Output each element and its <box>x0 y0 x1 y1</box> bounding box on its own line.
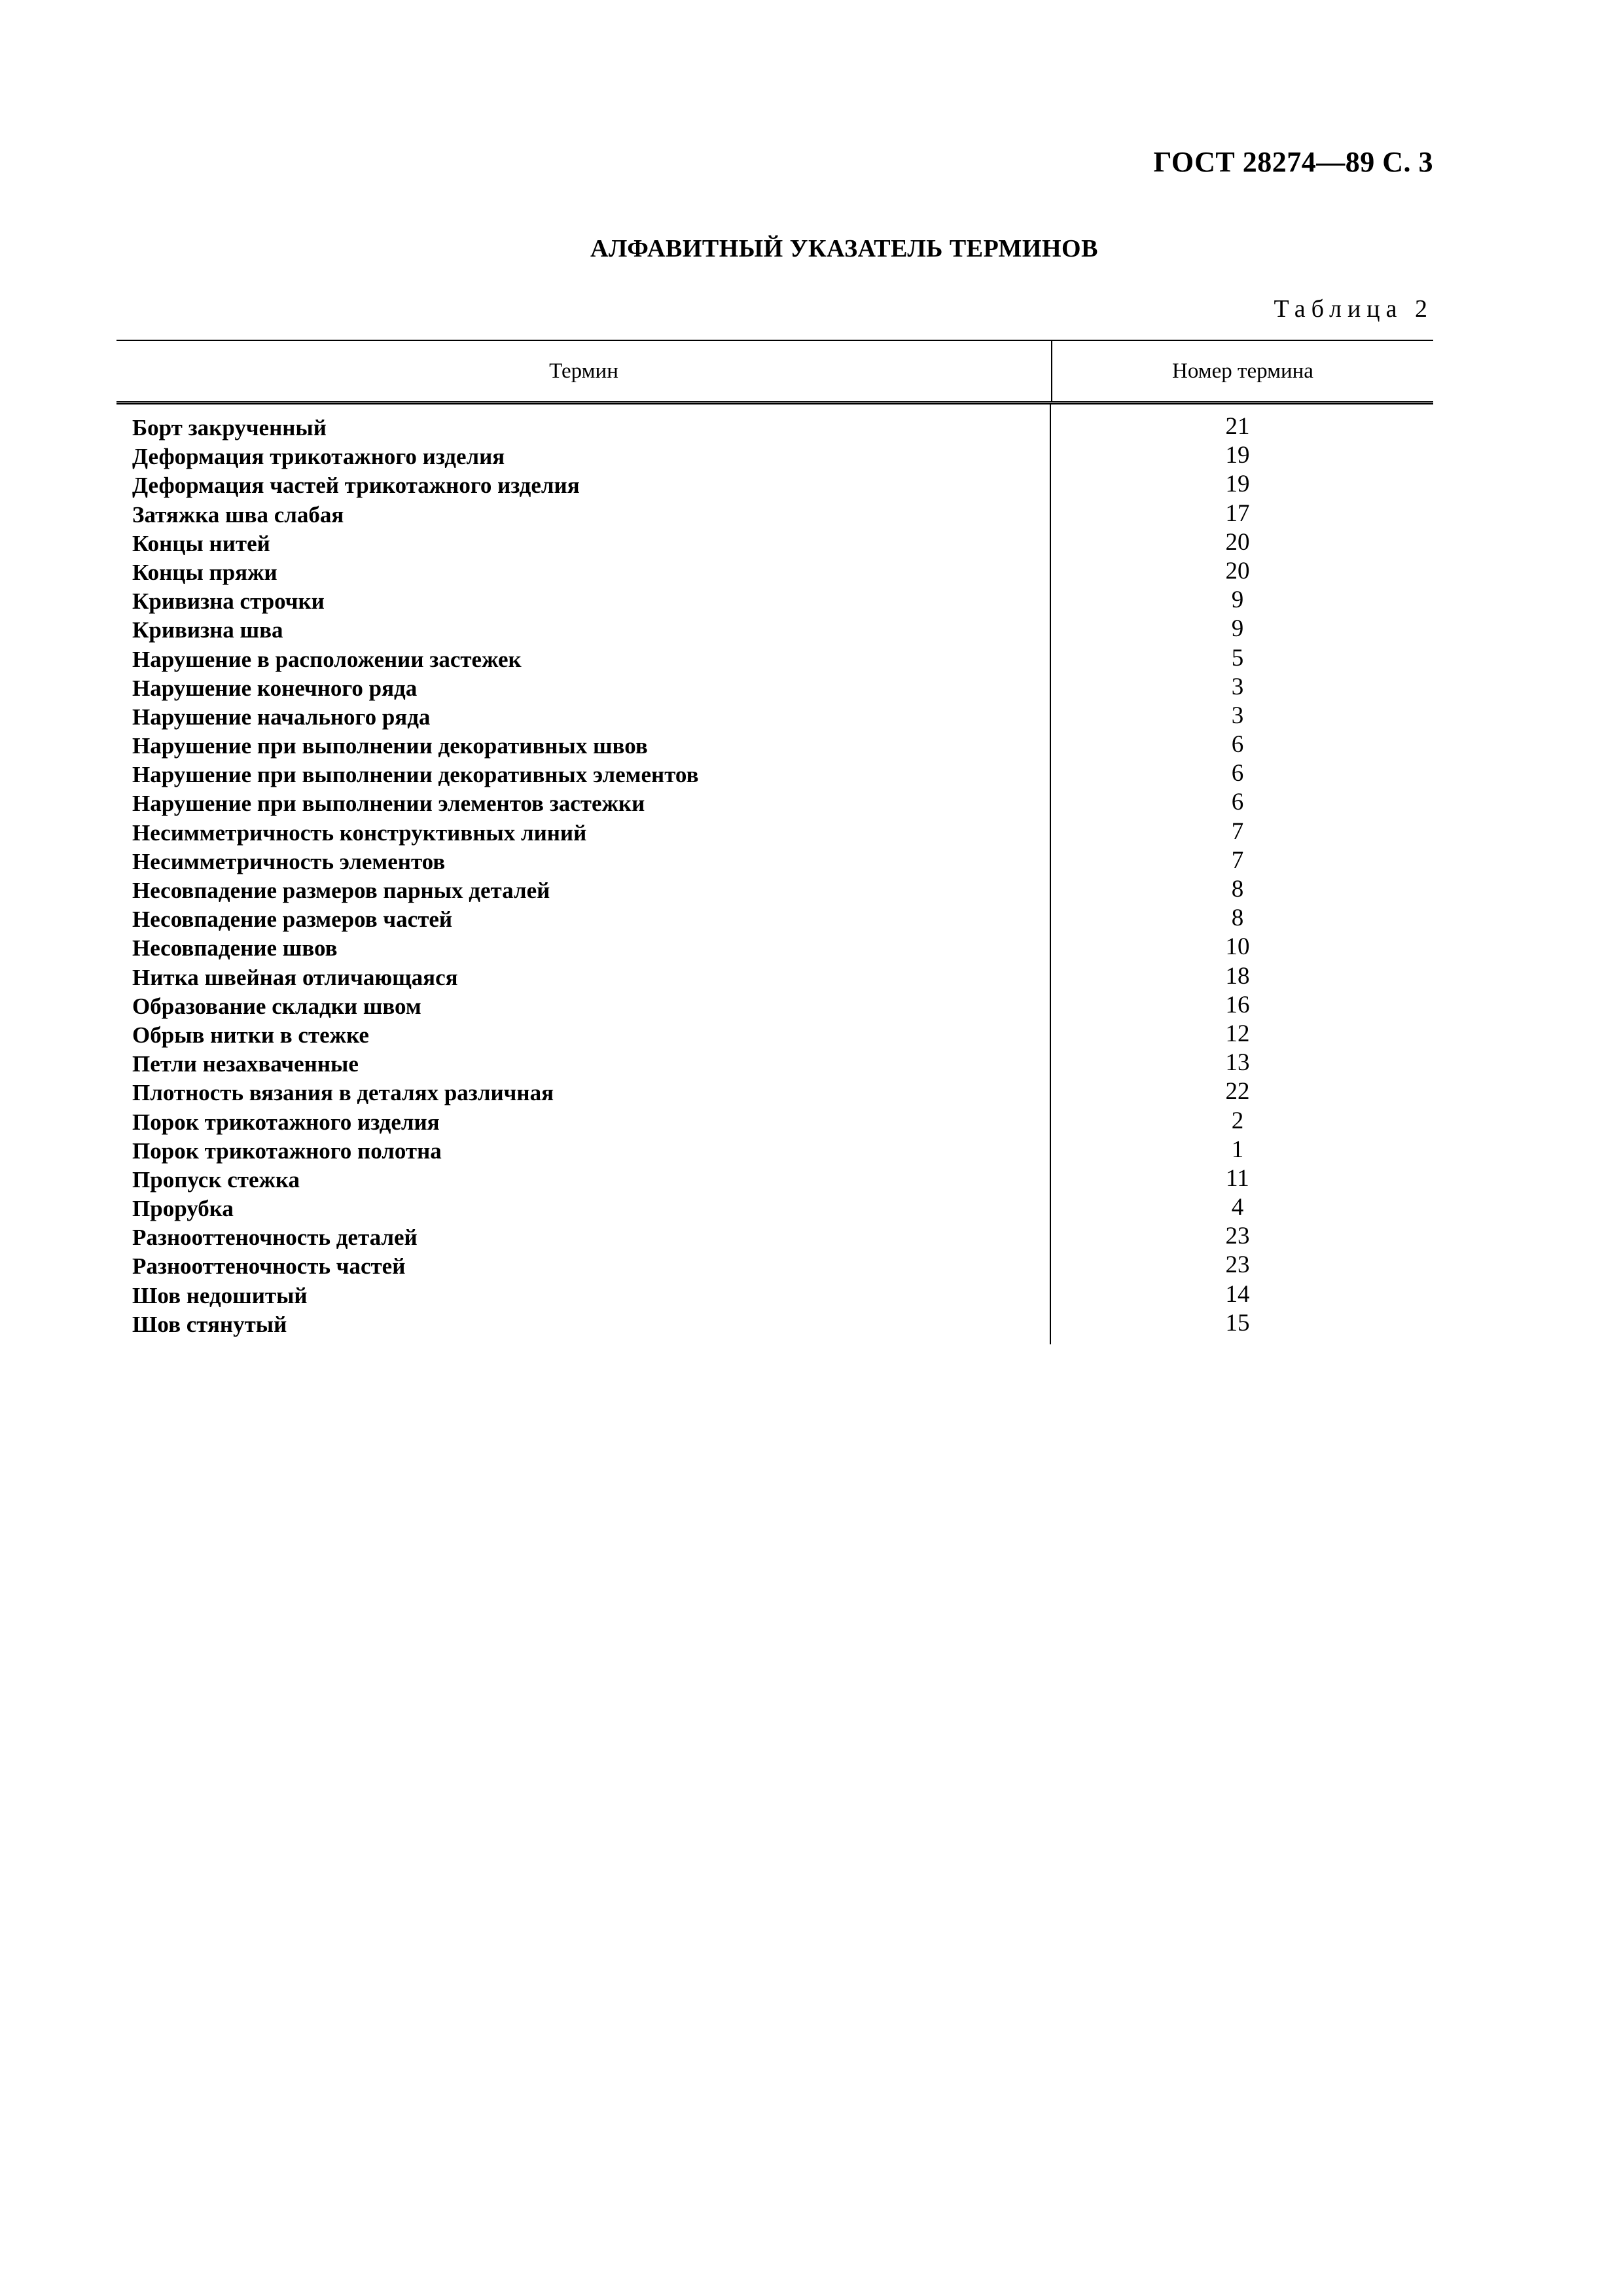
table-row-term: Пропуск стежка <box>132 1166 300 1193</box>
table-row-term: Порок трикотажного изделия <box>132 1109 440 1135</box>
table-row-number: 20 <box>1225 557 1250 584</box>
table-row-term: Прорубка <box>132 1196 234 1222</box>
table-row-term: Нарушение в расположении застежек <box>132 646 522 672</box>
table-row-term: Кривизна строчки <box>132 588 325 615</box>
table-row-number: 20 <box>1225 528 1250 556</box>
table-row-term: Несовпадение размеров парных деталей <box>132 878 550 903</box>
table-caption: Таблица 2 <box>1274 295 1433 323</box>
table-row-number: 1 <box>1231 1136 1244 1163</box>
table-row-number: 8 <box>1231 876 1244 903</box>
table-row-number: 23 <box>1225 1223 1250 1250</box>
table-row-number: 17 <box>1225 499 1250 527</box>
table-row-number: 8 <box>1231 905 1244 932</box>
table-row-number: 15 <box>1225 1309 1250 1336</box>
table-row-term: Разнооттеночность частей <box>132 1253 406 1280</box>
column-header-number: Номер термина <box>1172 359 1313 383</box>
table-row-number: 4 <box>1231 1194 1244 1221</box>
table-row-number: 9 <box>1231 586 1244 614</box>
table-row-term: Концы пряжи <box>132 559 277 585</box>
column-header-term: Термин <box>116 341 1052 401</box>
table-row-term: Нарушение при выполнении декоративных элементов <box>132 762 699 788</box>
table-row-number: 22 <box>1225 1078 1250 1105</box>
table-row-number: 7 <box>1231 846 1244 874</box>
table-row-term: Затяжка шва слабая <box>132 501 344 528</box>
table-row-term: Плотность вязания в деталях различная <box>132 1080 554 1106</box>
table-row-term: Кривизна шва <box>132 617 283 643</box>
table-row-term: Нитка швейная отличающаяся <box>132 964 458 990</box>
table-row-number: 6 <box>1231 731 1244 759</box>
terms-column <box>116 404 1051 1344</box>
table-row-term: Обрыв нитки в стежке <box>132 1022 369 1048</box>
table-row-term: Несимметричность элементов <box>132 848 446 874</box>
table-row-number: 12 <box>1225 1020 1250 1047</box>
table-row-number: 6 <box>1231 789 1244 816</box>
terms-table <box>116 340 1433 1344</box>
table-row-term: Несовпадение размеров частей <box>132 906 453 933</box>
table-row-term: Нарушение при выполнении элементов застежки <box>132 791 645 817</box>
table-row-term: Деформация частей трикотажного изделия <box>132 473 580 499</box>
table-row-number: 23 <box>1225 1251 1250 1279</box>
table-row-term: Нарушение начального ряда <box>132 704 431 730</box>
table-row-term: Разнооттеночность деталей <box>132 1225 418 1251</box>
table-row-term: Петли незахваченные <box>132 1051 359 1077</box>
table-row-term: Нарушение конечного ряда <box>132 675 418 701</box>
table-row-number: 14 <box>1225 1280 1250 1308</box>
table-row-term: Образование складки швом <box>132 993 421 1019</box>
table-row-number: 2 <box>1231 1107 1244 1134</box>
numbers-column <box>1051 404 1433 1344</box>
table-row-number: 21 <box>1225 413 1250 440</box>
table-row-term: Деформация трикотажного изделия <box>132 444 505 470</box>
table-row-term: Концы нитей <box>132 530 270 556</box>
document-code: ГОСТ 28274—89 С. 3 <box>1153 146 1433 178</box>
table-row-number: 13 <box>1225 1049 1250 1077</box>
table-row-term: Борт закрученный <box>132 415 327 440</box>
table-row-number: 3 <box>1231 702 1244 729</box>
table-row-term: Несовпадение швов <box>132 935 338 961</box>
table-row-term: Шов недошитый <box>132 1282 308 1308</box>
table-row-number: 5 <box>1231 644 1244 672</box>
table-row-number: 9 <box>1231 615 1244 643</box>
table-row-number: 18 <box>1225 962 1250 990</box>
table-row-number: 19 <box>1225 442 1250 469</box>
table-row-term: Нарушение при выполнении декоративных швов <box>132 733 648 759</box>
table-row-term: Несимметричность конструктивных линий <box>132 819 587 846</box>
table-row-number: 7 <box>1231 817 1244 845</box>
table-row-term: Порок трикотажного полотна <box>132 1138 442 1164</box>
table-row-number: 3 <box>1231 673 1244 700</box>
table-row-number: 6 <box>1231 760 1244 787</box>
page-title: АЛФАВИТНЫЙ УКАЗАТЕЛЬ ТЕРМИНОВ <box>590 235 1098 262</box>
table-header <box>116 340 1433 404</box>
table-row-term: Шов стянутый <box>132 1311 287 1337</box>
table-row-number: 11 <box>1226 1164 1249 1192</box>
table-body <box>116 404 1433 1344</box>
table-row-number: 16 <box>1225 991 1250 1018</box>
table-row-number: 10 <box>1225 933 1250 961</box>
table-row-number: 19 <box>1225 471 1250 498</box>
